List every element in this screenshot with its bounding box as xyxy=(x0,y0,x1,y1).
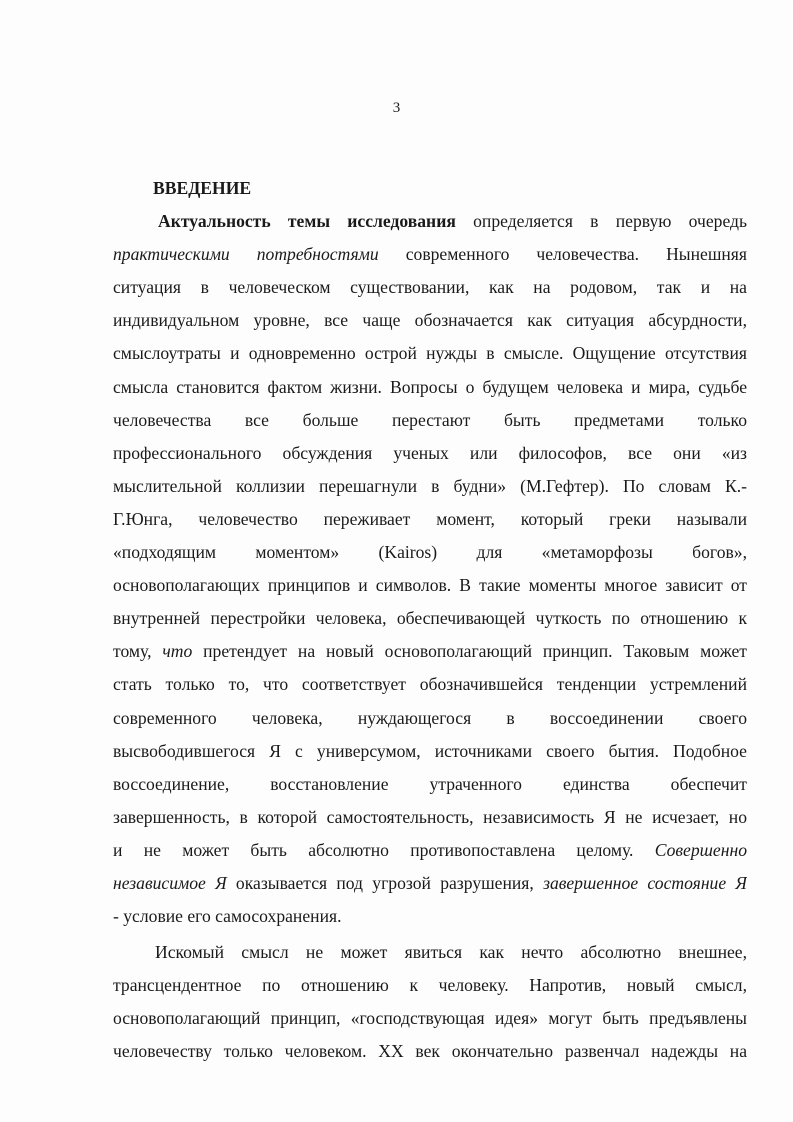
text-line: - условие его самосохранения. xyxy=(113,906,342,927)
topic-relevance-term: Актуальность темы исследования xyxy=(158,211,456,232)
text-line: Г.Юнга, человечество переживает момент, который греки называли xyxy=(113,508,747,529)
body-text xyxy=(113,172,747,1069)
emphasis: практическими потребностями xyxy=(113,244,379,265)
emphasis: что xyxy=(162,641,193,662)
text-line: «подходящим моментом» (Kairos) для «метаморфозы богов», xyxy=(113,542,747,563)
text-line: основополагающих принципов и символов. В такие моменты многое зависит от xyxy=(113,575,747,596)
text-line: высвободившегося Я с универсумом, источниками своего бытия. Подобное xyxy=(113,740,747,761)
text-line: стать только то, что соответствует обозначившейся тенденции устремлений xyxy=(113,674,747,695)
text-line: Искомый смысл не может явиться как нечто абсолютно внешнее, xyxy=(155,942,747,963)
text-line: практическими потребностями современного человечества. Нынешняя xyxy=(113,244,747,265)
text-line: индивидуальном уровне, все чаще обозначается как ситуация абсурдности, xyxy=(113,310,747,331)
text-line: профессионального обсуждения ученых или философов, все они «из xyxy=(113,442,747,463)
text-line: основополагающий принцип, «господствующая идея» могут быть предъявлены xyxy=(113,1008,747,1029)
page-number: 3 xyxy=(392,100,401,116)
text-line: воссоединение, восстановление утраченного единства обеспечит xyxy=(113,773,747,794)
text-line: мыслительной коллизии перешагнули в будни» (М.Гефтер). По словам К.- xyxy=(113,475,747,496)
text-line: человечеству только человеком. XX век окончательно развенчал надежды на xyxy=(113,1041,747,1062)
text-line: внутренней перестройки человека, обеспечивающей чуткость по отношению к xyxy=(113,608,747,629)
section-heading: ВВЕДЕНИЕ xyxy=(153,178,252,198)
text-line: тому, что претендует на новый основополагающий принцип. Таковым может xyxy=(113,641,747,662)
text-line: Актуальность темы исследования определяется в первую очередь xyxy=(158,211,747,232)
emphasis: Совершенно xyxy=(654,839,747,860)
text-line: завершенность, в которой самостоятельность, независимость Я не исчезает, но xyxy=(113,806,747,827)
text-line: смысла становится фактом жизни. Вопросы о будущем человека и мира, судьбе xyxy=(113,376,747,397)
emphasis: независимое Я xyxy=(113,872,227,893)
text-line: ситуация в человеческом существовании, как на родовом, так и на xyxy=(113,277,747,298)
text-line: смыслоутраты и одновременно острой нужды в смысле. Ощущение отсутствия xyxy=(113,343,747,364)
text-line: и не может быть абсолютно противопоставлена целому. Совершенно xyxy=(113,839,747,860)
emphasis: завершенное состояние Я xyxy=(543,872,747,893)
text-line: независимое Я оказывается под угрозой разрушения, завершенное состояние Я xyxy=(113,872,747,893)
text-line: трансцендентное по отношению к человеку. Напротив, новый смысл, xyxy=(113,975,747,996)
text-line: современного человека, нуждающегося в воссоединении своего xyxy=(113,707,747,728)
text-line: человечества все больше перестают быть предметами только xyxy=(113,409,747,430)
